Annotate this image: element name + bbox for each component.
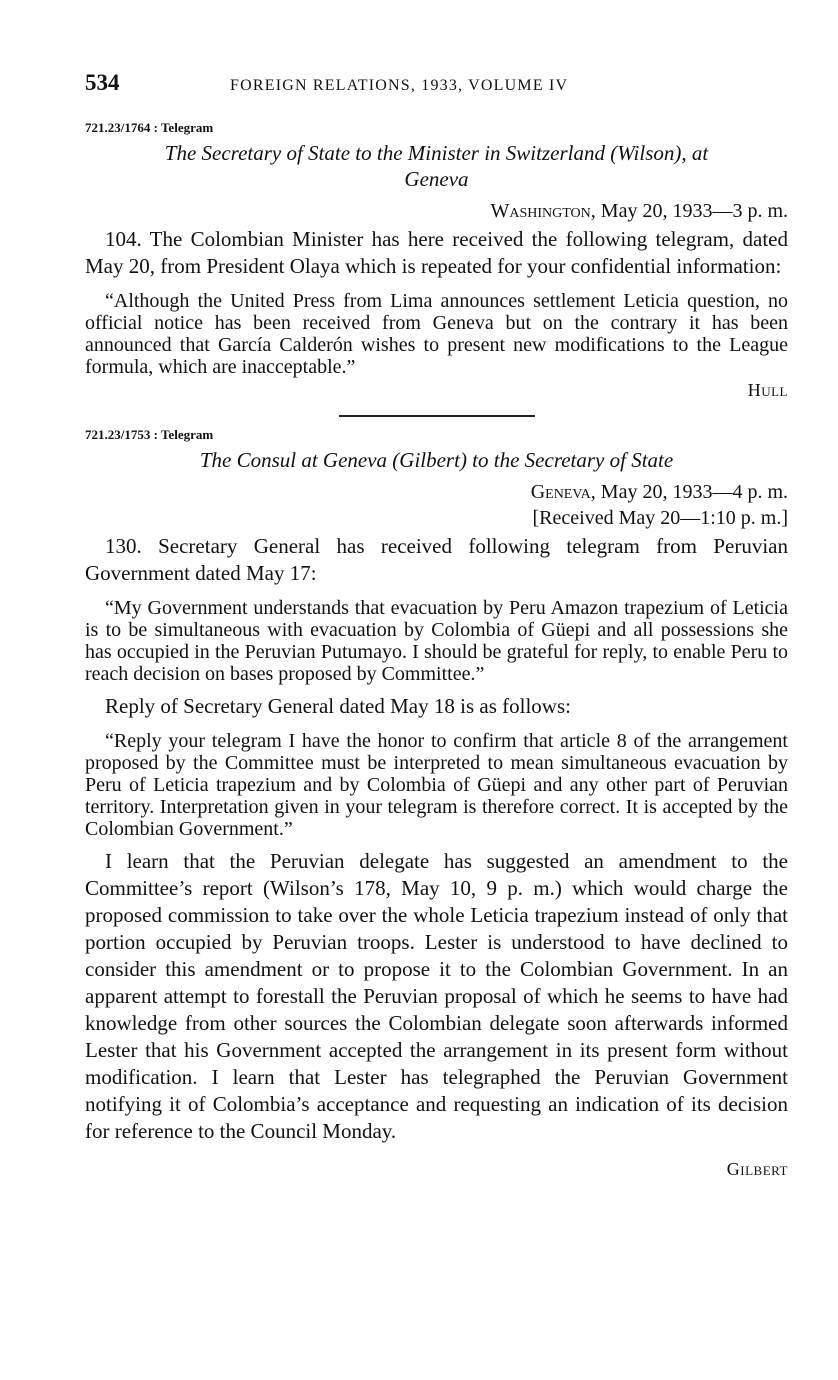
dateline — [85, 198, 788, 224]
signature: Hull — [747, 380, 788, 400]
quoted-telegram: “My Government understands that evacuation by Peru Amazon trapezium of Leticia is to be simultaneous with evacuation by Colombia of Güepi and all possessions she has occupied in the Peruvian Putumayo. I should be grateful for reply, to enable Peru to reach decision on bases proposed by Committee.” — [85, 597, 788, 685]
quoted-telegram: “Although the United Press from Lima announces settlement Leticia question, no official notice has been received from Geneva but on the contrary it has been announced that García Calderón wishes to present new modifications to the League formula, which are inacceptable.” — [85, 290, 788, 378]
dateline-place: Washington, — [490, 200, 596, 222]
document-title — [85, 140, 788, 192]
dateline-date: May 20, 1933—3 p. m. — [595, 200, 788, 222]
body-paragraph: 104. The Colombian Minister has here received the following telegram, dated May 20, from President Olaya which is repeated for your confidential information: — [85, 227, 788, 278]
document-title-line-1: The Secretary of State to the Minister in Switzerland (Wilson), at — [164, 141, 709, 165]
received-note: [Received May 20—1:10 p. m.] — [532, 507, 788, 529]
body-paragraph: I learn that the Peruvian delegate has suggested an amendment to the Committee’s report (Wilson’s 178, May 10, 9 p. m.) which would charge the proposed commission to take over the whole Leticia trapezium instead of only that portion occupied by Peruvian troops. Lester is understood to have declined to consider this amendment or to propose it to the Colombian Government. In an apparent attempt to forestall the Peruvian proposal of which he seems to have had knowledge from other sources the Colombian delegate soon afterwards informed Lester that his Government accepted the arrangement in its present form without modification. I learn that Lester has telegraphed the Peruvian Government notifying it of Colombia’s acceptance and requesting an indication of its decision for reference to the Council Monday. — [85, 849, 788, 1143]
signature: Gilbert — [726, 1159, 788, 1179]
running-head: FOREIGN RELATIONS, 1933, VOLUME IV — [230, 77, 569, 94]
document-page — [85, 70, 788, 1180]
file-reference: 721.23/1764 : Telegram — [85, 120, 214, 135]
page-header — [85, 70, 788, 102]
page-number: 534 — [85, 70, 120, 95]
document-1 — [85, 120, 788, 401]
section-divider — [339, 415, 535, 417]
dateline — [85, 479, 788, 505]
body-paragraph: Reply of Secretary General dated May 18 is as follows: — [105, 694, 571, 718]
document-2 — [85, 427, 788, 1180]
file-reference: 721.23/1753 : Telegram — [85, 427, 214, 442]
body-paragraph: 130. Secretary General has received following telegram from Peruvian Government dated May 17: — [85, 534, 788, 585]
dateline-place: Geneva, — [530, 481, 596, 503]
quoted-telegram: “Reply your telegram I have the honor to confirm that article 8 of the arrangement proposed by the Committee must be interpreted to mean simultaneous evacuation by Peru of Leticia trapezium and by Colombia of Güepi and any other part of Peruvian territory. Interpretation given in your telegram is therefore correct. It is accepted by the Colombian Government.” — [85, 730, 788, 840]
dateline-date: May 20, 1933—4 p. m. — [595, 481, 788, 503]
document-title-line-2: Geneva — [404, 167, 469, 191]
document-title: The Consul at Geneva (Gilbert) to the Secretary of State — [199, 448, 674, 472]
